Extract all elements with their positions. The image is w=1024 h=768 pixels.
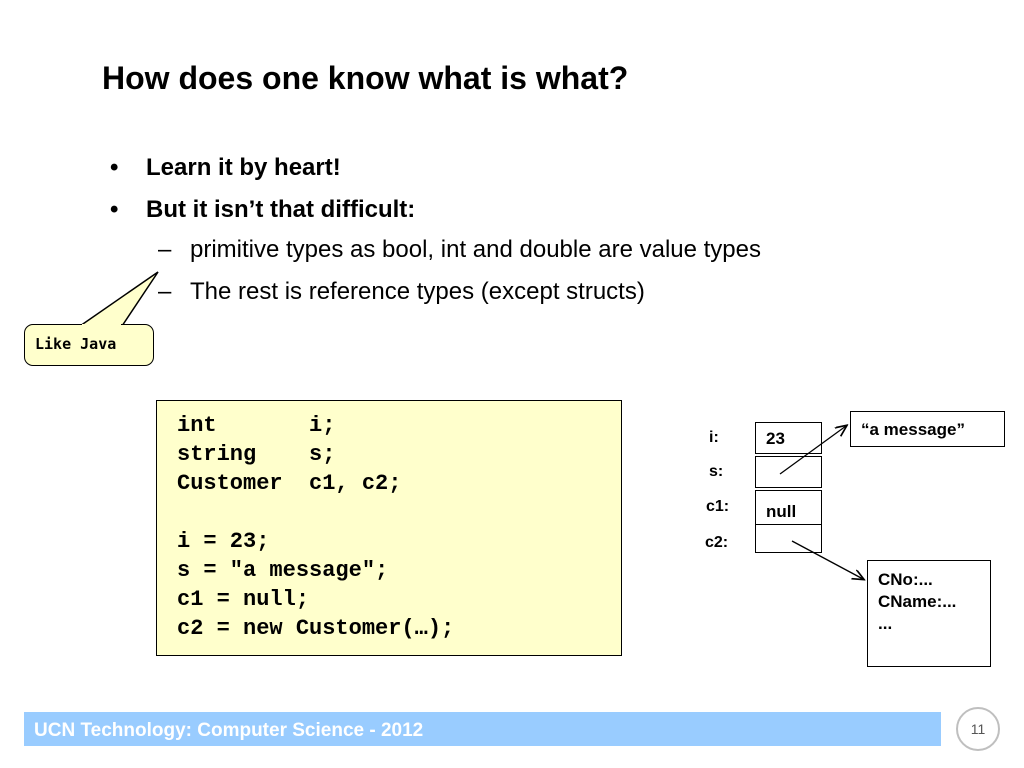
footer-text: UCN Technology: Computer Science - 2012: [34, 720, 424, 741]
variable-label-i: i:: [709, 429, 719, 446]
variable-label-c2: c2:: [705, 534, 729, 551]
arrow-s-to-string: [780, 426, 846, 474]
sub-bullet-text: primitive types as bool, int and double are value types: [190, 236, 761, 263]
code-line: Customer c1, c2;: [177, 471, 402, 496]
slide-title: How does one know what is what?: [102, 60, 629, 96]
code-line: c1 = null;: [177, 587, 310, 612]
customer-field: CNo:...: [878, 570, 933, 589]
variable-label-c1: c1:: [706, 498, 730, 515]
code-line: c2 = new Customer(…);: [177, 616, 455, 641]
sub-bullet-marker: –: [158, 236, 172, 263]
customer-field: CName:...: [878, 592, 957, 611]
memory-cell-i: 23: [755, 422, 822, 454]
string-object-box: “a message”: [850, 411, 1005, 447]
code-line: string s;: [177, 442, 336, 467]
code-line: s = "a message";: [177, 558, 389, 583]
sub-bullet-text: The rest is reference types (except structs): [190, 278, 645, 305]
sub-bullet-marker: –: [158, 278, 172, 305]
memory-cell-c1: null: [755, 490, 822, 525]
callout-label: Like Java: [35, 335, 117, 353]
customer-field: ...: [878, 614, 893, 633]
bullet-text: But it isn’t that difficult:: [146, 196, 416, 223]
page-number: 11: [956, 707, 1000, 751]
bullet-marker: •: [110, 154, 119, 181]
bullet-text: Learn it by heart!: [146, 154, 341, 181]
code-line: i = 23;: [177, 529, 270, 554]
bullet-marker: •: [110, 196, 119, 223]
code-line: int i;: [177, 413, 336, 438]
arrow-c2-to-customer: [792, 541, 863, 579]
footer-bar: [24, 712, 941, 746]
variable-label-s: s:: [709, 463, 724, 480]
